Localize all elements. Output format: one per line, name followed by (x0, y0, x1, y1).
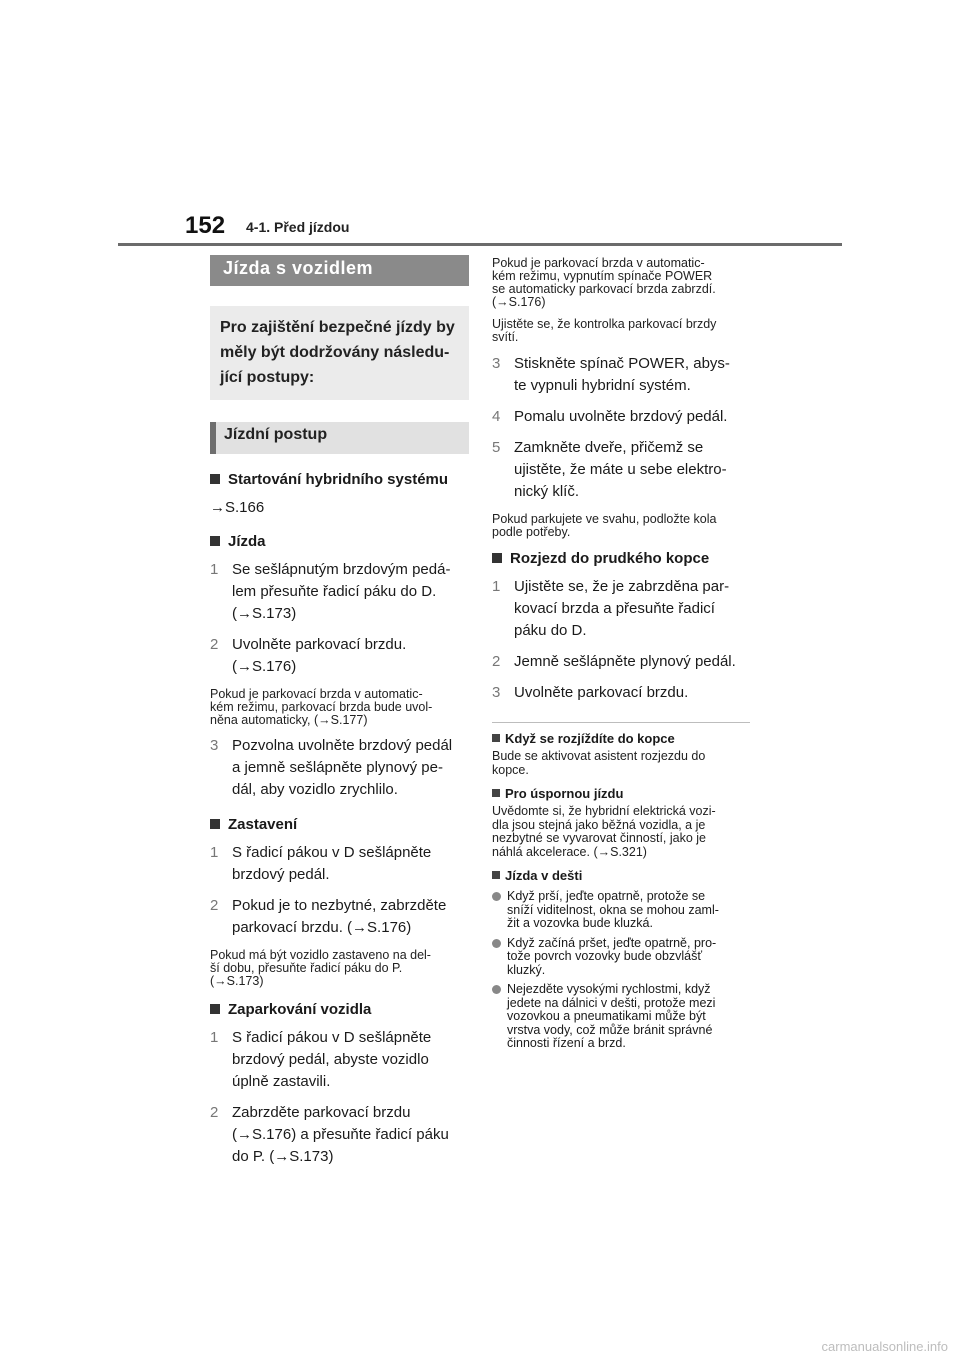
circle-bullet-icon (492, 892, 501, 901)
square-bullet-icon (210, 819, 220, 829)
step-number: 1 (210, 844, 219, 861)
note-text: Pokud má být vozidlo zastaveno na del- ší dobu, přesuňte řadicí páku do P. (→S.173) (210, 948, 431, 988)
step-text: Pomalu uvolněte brzdový pedál. (514, 408, 728, 425)
intro-line: jící postupy: (220, 369, 315, 386)
step-number: 2 (210, 636, 219, 653)
list-item: Když prší, jeďte opatrně, protože se sníží viditelnost, okna se mohou zaml- žit a vozovka bude kluzká. (492, 890, 750, 931)
step-text: Uvolněte parkovací brzdu. (→S.176) (232, 636, 407, 675)
step-text: Ujistěte se, že je zabrzděna par- kovací brzda a přesuňte řadicí páku do D. (514, 578, 730, 639)
step-item (210, 559, 469, 625)
step-text: Jemně sešlápněte plynový pedál. (514, 653, 736, 670)
step-number: 1 (492, 578, 501, 595)
header-rule (118, 243, 842, 246)
step-number: 3 (492, 684, 501, 701)
step-number: 5 (492, 439, 501, 456)
left-column (210, 255, 469, 1168)
heading-hill: Rozjezd do prudkého kopce (492, 549, 750, 569)
square-bullet-icon (492, 871, 500, 879)
circle-bullet-icon (492, 985, 501, 994)
step-number: 1 (210, 561, 219, 578)
step-item (492, 406, 750, 428)
step-number: 2 (210, 1104, 219, 1121)
page-header (0, 0, 960, 250)
reference-line: →S.166 (210, 499, 265, 516)
step-item (210, 634, 469, 678)
step-number: 3 (210, 737, 219, 754)
intro-line: Pro zajištění bezpečné jízdy by (220, 319, 455, 336)
step-item (210, 842, 469, 886)
watermark: carmanualsonline.info (821, 1339, 948, 1354)
step-text: Stiskněte spínač POWER, abys- te vypnuli hybridní systém. (514, 355, 730, 394)
square-bullet-icon (210, 474, 220, 484)
heading-park: Zaparkování vozidla (210, 1000, 469, 1020)
step-text: Uvolněte parkovací brzdu. (514, 684, 689, 701)
step-item (210, 1102, 469, 1168)
info-heading: Jízda v dešti (492, 868, 750, 884)
square-bullet-icon (210, 1004, 220, 1014)
note-text: Pokud parkujete ve svahu, podložte kola podle potřeby. (492, 512, 717, 539)
step-number: 3 (492, 355, 501, 372)
step-item (492, 682, 750, 704)
info-text: Bude se aktivovat asistent rozjezdu do kopce. (492, 749, 706, 777)
step-item (492, 353, 750, 397)
step-item (492, 576, 750, 642)
step-number: 1 (210, 1029, 219, 1046)
list-item: Když začíná pršet, jeďte opatrně, pro- tože povrch vozovky bude obzvlášť kluzký. (492, 937, 750, 978)
square-bullet-icon (492, 789, 500, 797)
note-text: Pokud je parkovací brzda v automatic- kém režimu, vypnutím spínače POWER se automaticky parkovací brzda zabrzdí. (→S.176) (492, 256, 716, 309)
section-title: Jízda s vozidlem (210, 255, 469, 286)
step-text: S řadicí pákou v D sešlápněte brzdový pedál, abyste vozidlo úplně zastavili. (232, 1029, 432, 1090)
chapter-title: 4-1. Před jízdou (246, 219, 350, 235)
step-text: Pozvolna uvolněte brzdový pedál a jemně sešlápněte plynový pe- dál, aby vozidlo zrychlilo. (232, 737, 453, 798)
info-text: Uvědomte si, že hybridní elektrická vozi- dla jsou stejná jako běžná vozidla, a je nezbytné se vyvarovat činností, jako je náhlá akcelerace. (→S.321) (492, 804, 716, 859)
circle-bullet-icon (492, 939, 501, 948)
step-item (210, 895, 469, 939)
note-text: Ujistěte se, že kontrolka parkovací brzdy svítí. (492, 317, 717, 344)
step-number: 2 (210, 897, 219, 914)
section-divider (492, 722, 750, 723)
info-heading: Když se rozjíždíte do kopce (492, 731, 750, 747)
right-column (492, 255, 750, 1051)
step-text: S řadicí pákou v D sešlápněte brzdový pedál. (232, 844, 432, 883)
step-number: 2 (492, 653, 501, 670)
subsection-title: Jízdní postup (210, 422, 469, 454)
step-item (492, 651, 750, 673)
intro-box (210, 306, 469, 400)
note-text: Pokud je parkovací brzda v automatic- kém režimu, parkovací brzda bude uvol- něna automaticky, (→S.177) (210, 687, 433, 727)
list-item: Nejezděte vysokými rychlostmi, když jedete na dálnici v dešti, protože mezi vozovkou a pneumatikami může být vrstva vody, což může bránit správné činnosti řízení a brzd. (492, 983, 750, 1051)
square-bullet-icon (210, 536, 220, 546)
step-number: 4 (492, 408, 501, 425)
step-item (210, 735, 469, 801)
info-heading: Pro úspornou jízdu (492, 786, 750, 802)
step-item (492, 437, 750, 503)
step-text: Se sešlápnutým brzdovým pedá- lem přesuňte řadicí páku do D. (→S.173) (232, 561, 451, 622)
page-number: 152 (185, 212, 226, 239)
heading-stop: Zastavení (210, 815, 469, 835)
intro-line: měly být dodržovány následu- (220, 344, 450, 361)
step-item (210, 1027, 469, 1093)
square-bullet-icon (492, 553, 502, 563)
step-text: Zamkněte dveře, přičemž se ujistěte, že máte u sebe elektro- nický klíč. (514, 439, 727, 500)
square-bullet-icon (492, 734, 500, 742)
heading-drive: Jízda (210, 532, 469, 552)
step-text: Pokud je to nezbytné, zabrzděte parkovací brzdu. (→S.176) (232, 897, 447, 936)
heading-start: Startování hybridního systému (210, 470, 469, 490)
step-text: Zabrzděte parkovací brzdu (→S.176) a přesuňte řadicí páku do P. (→S.173) (232, 1104, 449, 1165)
